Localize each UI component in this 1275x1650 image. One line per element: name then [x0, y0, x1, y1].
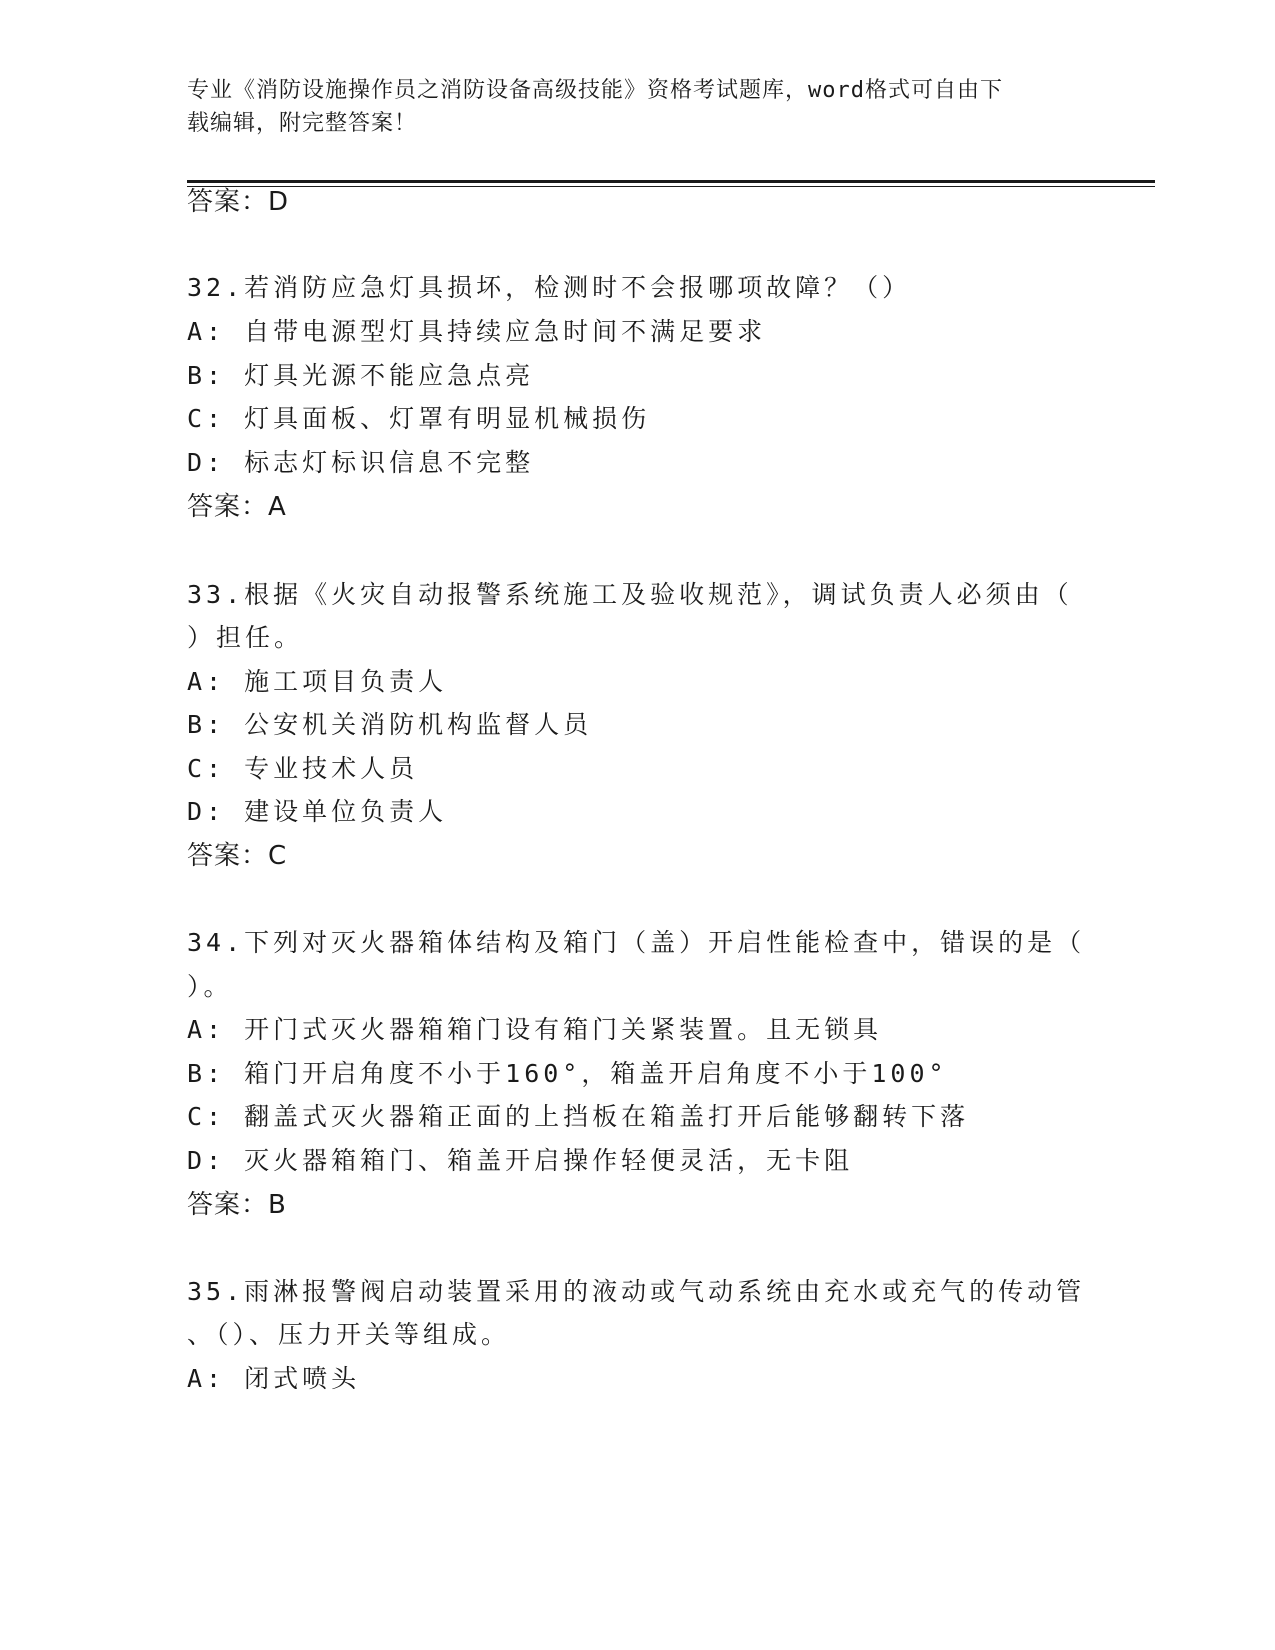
- question-32-option-c: C: 灯具面板、灯罩有明显机械损伤: [187, 404, 651, 433]
- question-34-option-c: C: 翻盖式灭火器箱正面的上挡板在箱盖打开后能够翻转下落: [187, 1102, 970, 1131]
- header-line-1: 专业《消防设施操作员之消防设备高级技能》资格考试题库，word格式可自由下: [187, 78, 1003, 103]
- question-32-option-d: D: 标志灯标识信息不完整: [187, 448, 535, 477]
- question-33-option-b: B: 公安机关消防机构监督人员: [187, 710, 593, 739]
- question-32-stem: 32.若消防应急灯具损坏，检测时不会报哪项故障？（）: [187, 273, 912, 302]
- question-33-option-d: D: 建设单位负责人: [187, 797, 448, 826]
- question-32-option-b: B: 灯具光源不能应急点亮: [187, 361, 535, 390]
- question-34-option-b: B: 箱门开启角度不小于160°，箱盖开启角度不小于100°: [187, 1059, 948, 1088]
- question-33-option-c: C: 专业技术人员: [187, 754, 419, 783]
- document-header: [187, 74, 1087, 140]
- question-34-option-d: D: 灭火器箱箱门、箱盖开启操作轻便灵活，无卡阻: [187, 1146, 854, 1175]
- header-line-2: 载编辑，附完整答案！: [187, 111, 418, 136]
- question-33-option-a: A: 施工项目负责人: [187, 667, 448, 696]
- question-35-stem: 35.雨淋报警阀启动装置采用的液动或气动系统由充水或充气的传动管: [187, 1277, 1086, 1306]
- header-divider: [187, 180, 1155, 183]
- question-34-answer: 答案：B: [187, 1190, 287, 1220]
- question-34-option-a: A: 开门式灭火器箱箱门设有箱门关紧装置。且无锁具: [187, 1015, 883, 1044]
- header-divider-thin: [187, 186, 1155, 187]
- question-34-stem-cont: ）。: [187, 972, 233, 1001]
- previous-answer: 答案：D: [187, 187, 290, 217]
- question-35-stem-cont: 、（）、压力开关等组成。: [187, 1320, 511, 1349]
- question-32-option-a: A: 自带电源型灯具持续应急时间不满足要求: [187, 317, 767, 346]
- question-33-answer: 答案：C: [187, 841, 288, 871]
- question-35-option-a: A: 闭式喷头: [187, 1364, 361, 1393]
- question-34-stem: 34.下列对灭火器箱体结构及箱门（盖）开启性能检查中，错误的是（: [187, 928, 1086, 957]
- question-33-stem: 33.根据《火灾自动报警系统施工及验收规范》，调试负责人必须由（: [187, 580, 1073, 609]
- question-33-stem-cont: ）担任。: [187, 623, 304, 652]
- question-32-answer: 答案：A: [187, 492, 287, 522]
